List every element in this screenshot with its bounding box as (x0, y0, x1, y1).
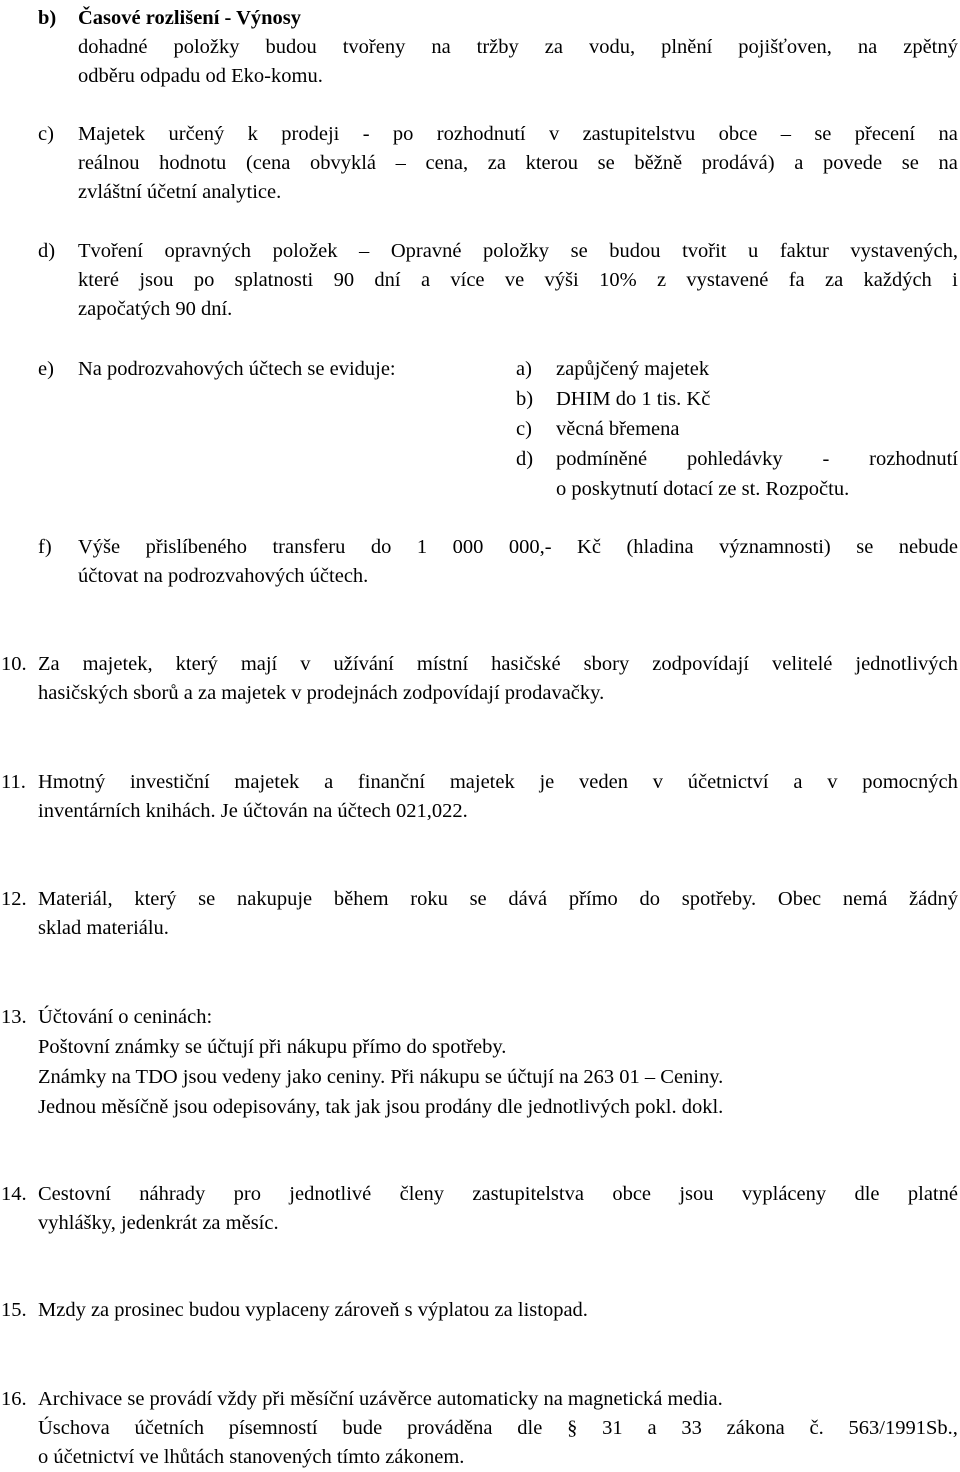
word: se (901, 152, 919, 174)
word: Hmotný (38, 771, 106, 793)
word: z (656, 269, 667, 291)
word: majetek (449, 771, 515, 793)
word: mají (240, 653, 278, 675)
word: cena, (425, 152, 469, 174)
word: 000 (452, 536, 484, 558)
para-10-line2: hasičských sborů a za majetek v prodejnách zodpovídají prodavačky. (38, 682, 605, 704)
word: budou (609, 240, 661, 262)
word: pohledávky (686, 448, 783, 470)
word: tvořit (682, 240, 727, 262)
word: zákona (726, 1417, 785, 1439)
word: se (597, 152, 615, 174)
word: žádný (909, 888, 958, 910)
word: – (395, 152, 406, 174)
para-16-line3: o účetnictví ve lhůtách stanovených tímto zákonem. (38, 1446, 465, 1468)
section-e-item-c-text: věcná břemena (556, 418, 680, 440)
section-e-item-a-text: zapůjčený majetek (556, 358, 710, 380)
word: majetek (234, 771, 300, 793)
word: za (544, 36, 563, 58)
word: Výše (78, 536, 121, 558)
section-b-line2: odběru odpadu od Eko-komu. (78, 65, 323, 87)
word: Úschova (38, 1417, 110, 1439)
word: účetnictví (687, 771, 769, 793)
word: investiční (129, 771, 210, 793)
word: jednotlivých (855, 653, 958, 675)
word: tvořeny (342, 36, 406, 58)
word: reálnou (78, 152, 140, 174)
word: bude (342, 1417, 383, 1439)
word: kterou (525, 152, 578, 174)
section-e-item-a-label: a) (516, 358, 532, 380)
word: a (647, 1417, 657, 1439)
word: do (639, 888, 661, 910)
word: položky (173, 36, 240, 58)
section-f-line2: účtovat na podrozvahových účtech. (78, 565, 369, 587)
para-11-line2: inventárních knihách. Je účtován na účtech 021,022. (38, 800, 468, 822)
word: obvyklá (309, 152, 376, 174)
section-d-line3: započatých 90 dní. (78, 298, 233, 320)
word: se (469, 888, 487, 910)
word: budou (265, 36, 317, 58)
para-14-line1 (38, 1180, 958, 1209)
section-e-item-d-cont: o poskytnutí dotací ze st. Rozpočtu. (556, 478, 850, 500)
word: obce (718, 123, 758, 145)
para-14-line2: vyhlášky, jedenkrát za měsíc. (38, 1212, 279, 1234)
word: faktur (779, 240, 829, 262)
word: během (333, 888, 389, 910)
word: velitelé (772, 653, 833, 675)
word: a (324, 771, 334, 793)
section-e-item-b-label: b) (516, 388, 534, 410)
word: významnosti) (719, 536, 831, 558)
word: po (193, 269, 215, 291)
word: účetních (134, 1417, 204, 1439)
word: dle (517, 1417, 543, 1439)
word: který (175, 653, 218, 675)
word: § (567, 1417, 578, 1439)
word: opravných (164, 240, 251, 262)
word: roku (410, 888, 448, 910)
word: obce (612, 1183, 652, 1205)
word: zodpovídají (652, 653, 750, 675)
para-13-line3: Známky na TDO jsou vedeny jako ceniny. Při nákupu se účtují na 263 01 – Ceniny. (38, 1066, 724, 1088)
para-13-line4: Jednou měsíčně jsou odepisovány, tak jak jsou prodány dle jednotlivých pokl. dokl. (38, 1096, 724, 1118)
para-16-line1: Archivace se provádí vždy při měsíční uzávěrce automaticky na magnetická media. (38, 1388, 723, 1410)
word: vypláceny (741, 1183, 827, 1205)
word: je (539, 771, 555, 793)
word: 33 (681, 1417, 702, 1439)
para-11-line1 (38, 768, 958, 797)
word: hodnotu (159, 152, 227, 174)
word: 31 (602, 1417, 623, 1439)
para-13-line2: Poštovní známky se účtují při nákupu přímo do spotřeby. (38, 1036, 507, 1058)
word: Opravné (390, 240, 462, 262)
para-16-number: 16. (1, 1388, 27, 1410)
word: náhrady (139, 1183, 206, 1205)
word: rozhodnutí (436, 123, 526, 145)
para-12-line1 (38, 885, 958, 914)
word: dní (374, 269, 401, 291)
word: které (78, 269, 119, 291)
para-12-line2: sklad materiálu. (38, 917, 169, 939)
word: vodu, (588, 36, 636, 58)
word: vystavených, (850, 240, 958, 262)
word: fa (788, 269, 805, 291)
section-e-text: Na podrozvahových účtech se eviduje: (78, 358, 396, 380)
word: členy (399, 1183, 445, 1205)
word: se (856, 536, 874, 558)
word: přímo (568, 888, 618, 910)
word: majetek, (82, 653, 153, 675)
word: se (198, 888, 216, 910)
section-f-label: f) (38, 536, 52, 558)
section-b-line1 (78, 33, 958, 62)
word: ve (504, 269, 525, 291)
word: k (247, 123, 258, 145)
word: jsou (139, 269, 174, 291)
para-13-number: 13. (1, 1006, 27, 1028)
word: č. (809, 1417, 824, 1439)
word: Cestovní (38, 1183, 111, 1205)
section-f-line1 (78, 533, 958, 562)
word: 90 (333, 269, 355, 291)
word: i (952, 269, 958, 291)
word: v (827, 771, 838, 793)
word: – (780, 123, 791, 145)
section-d-line1 (78, 237, 958, 266)
word: nemá (842, 888, 888, 910)
word: prodeji (281, 123, 340, 145)
section-c-line2 (78, 149, 958, 178)
word: nebude (898, 536, 958, 558)
word: tržby (476, 36, 519, 58)
word: v (548, 123, 560, 145)
word: Obec (777, 888, 822, 910)
section-e-label: e) (38, 358, 54, 380)
section-c-line1 (78, 120, 958, 149)
word: písemností (228, 1417, 318, 1439)
word: za (824, 269, 844, 291)
section-b-title: Časové rozlišení - Výnosy (78, 7, 302, 29)
word: zastupitelstva (472, 1183, 584, 1205)
section-d-label: d) (38, 240, 56, 262)
word: Tvoření (78, 240, 143, 262)
word: dohadné (78, 36, 148, 58)
para-10-number: 10. (1, 653, 27, 675)
word: na (431, 36, 451, 58)
word: po (392, 123, 414, 145)
word: prodává) (701, 152, 775, 174)
para-16-line2 (38, 1414, 958, 1443)
word: prováděna (407, 1417, 493, 1439)
word: nakupuje (236, 888, 313, 910)
section-c-label: c) (38, 123, 54, 145)
word: na (938, 123, 958, 145)
word: 10% (599, 269, 637, 291)
word: – (359, 240, 370, 262)
word: Materiál, (38, 888, 113, 910)
word: který (134, 888, 177, 910)
word: transferu (272, 536, 346, 558)
word: Za (38, 653, 60, 675)
word: zpětný (903, 36, 958, 58)
word: na (938, 152, 958, 174)
section-e-item-b-text: DHIM do 1 tis. Kč (556, 388, 711, 410)
para-15-line1: Mzdy za prosinec budou vyplaceny zároveň s výplatou za listopad. (38, 1299, 588, 1321)
section-d-line2 (78, 266, 958, 295)
word: - (822, 448, 830, 470)
para-13-line1: Účtování o ceninách: (38, 1006, 213, 1028)
word: do (370, 536, 392, 558)
word: rozhodnutí (869, 448, 958, 470)
word: sbory (583, 653, 630, 675)
word: dle (854, 1183, 880, 1205)
word: a (794, 152, 804, 174)
word: jsou (679, 1183, 714, 1205)
word: v (300, 653, 311, 675)
word: finanční (357, 771, 426, 793)
word: více (450, 269, 485, 291)
para-11-number: 11. (1, 771, 26, 793)
section-e-item-d-text (556, 445, 958, 474)
word: (cena (245, 152, 291, 174)
word: splatnosti (234, 269, 314, 291)
word: dává (508, 888, 548, 910)
word: u (748, 240, 759, 262)
word: a (420, 269, 431, 291)
para-15-number: 15. (1, 1299, 27, 1321)
word: pro (233, 1183, 261, 1205)
para-12-number: 12. (1, 888, 27, 910)
word: - (362, 123, 370, 145)
word: každých (863, 269, 932, 291)
word: pojišťoven, (738, 36, 832, 58)
word: na (857, 36, 878, 58)
word: v (652, 771, 663, 793)
word: za (487, 152, 506, 174)
word: (hladina (626, 536, 694, 558)
word: přislíbeného (145, 536, 247, 558)
word: položek (272, 240, 338, 262)
word: veden (579, 771, 628, 793)
para-10-line1 (38, 650, 958, 679)
section-b-label: b) (38, 7, 57, 29)
word: 563/1991Sb., (848, 1417, 958, 1439)
word: se (814, 123, 832, 145)
word: zastupitelstvu (582, 123, 696, 145)
word: 1 (416, 536, 428, 558)
word: platné (907, 1183, 958, 1205)
word: pomocných (862, 771, 958, 793)
word: místní (416, 653, 469, 675)
word: Majetek (78, 123, 146, 145)
word: Kč (577, 536, 601, 558)
word: se (570, 240, 588, 262)
para-14-number: 14. (1, 1183, 27, 1205)
word: určený (168, 123, 225, 145)
word: přecení (854, 123, 916, 145)
word: hasičské (491, 653, 561, 675)
word: jednotlivé (289, 1183, 372, 1205)
word: spotřeby. (681, 888, 757, 910)
section-e-item-c-label: c) (516, 418, 532, 440)
word: užívání (333, 653, 394, 675)
word: běžně (634, 152, 683, 174)
section-c-line3: zvláštní účetní analytice. (78, 181, 282, 203)
word: 000,- (508, 536, 552, 558)
section-e-item-d-label: d) (516, 448, 534, 470)
word: plnění (661, 36, 713, 58)
word: a (793, 771, 803, 793)
word: položky (483, 240, 550, 262)
word: povede (822, 152, 883, 174)
word: výši (544, 269, 579, 291)
word: podmíněné (556, 448, 648, 470)
word: vystavené (686, 269, 769, 291)
